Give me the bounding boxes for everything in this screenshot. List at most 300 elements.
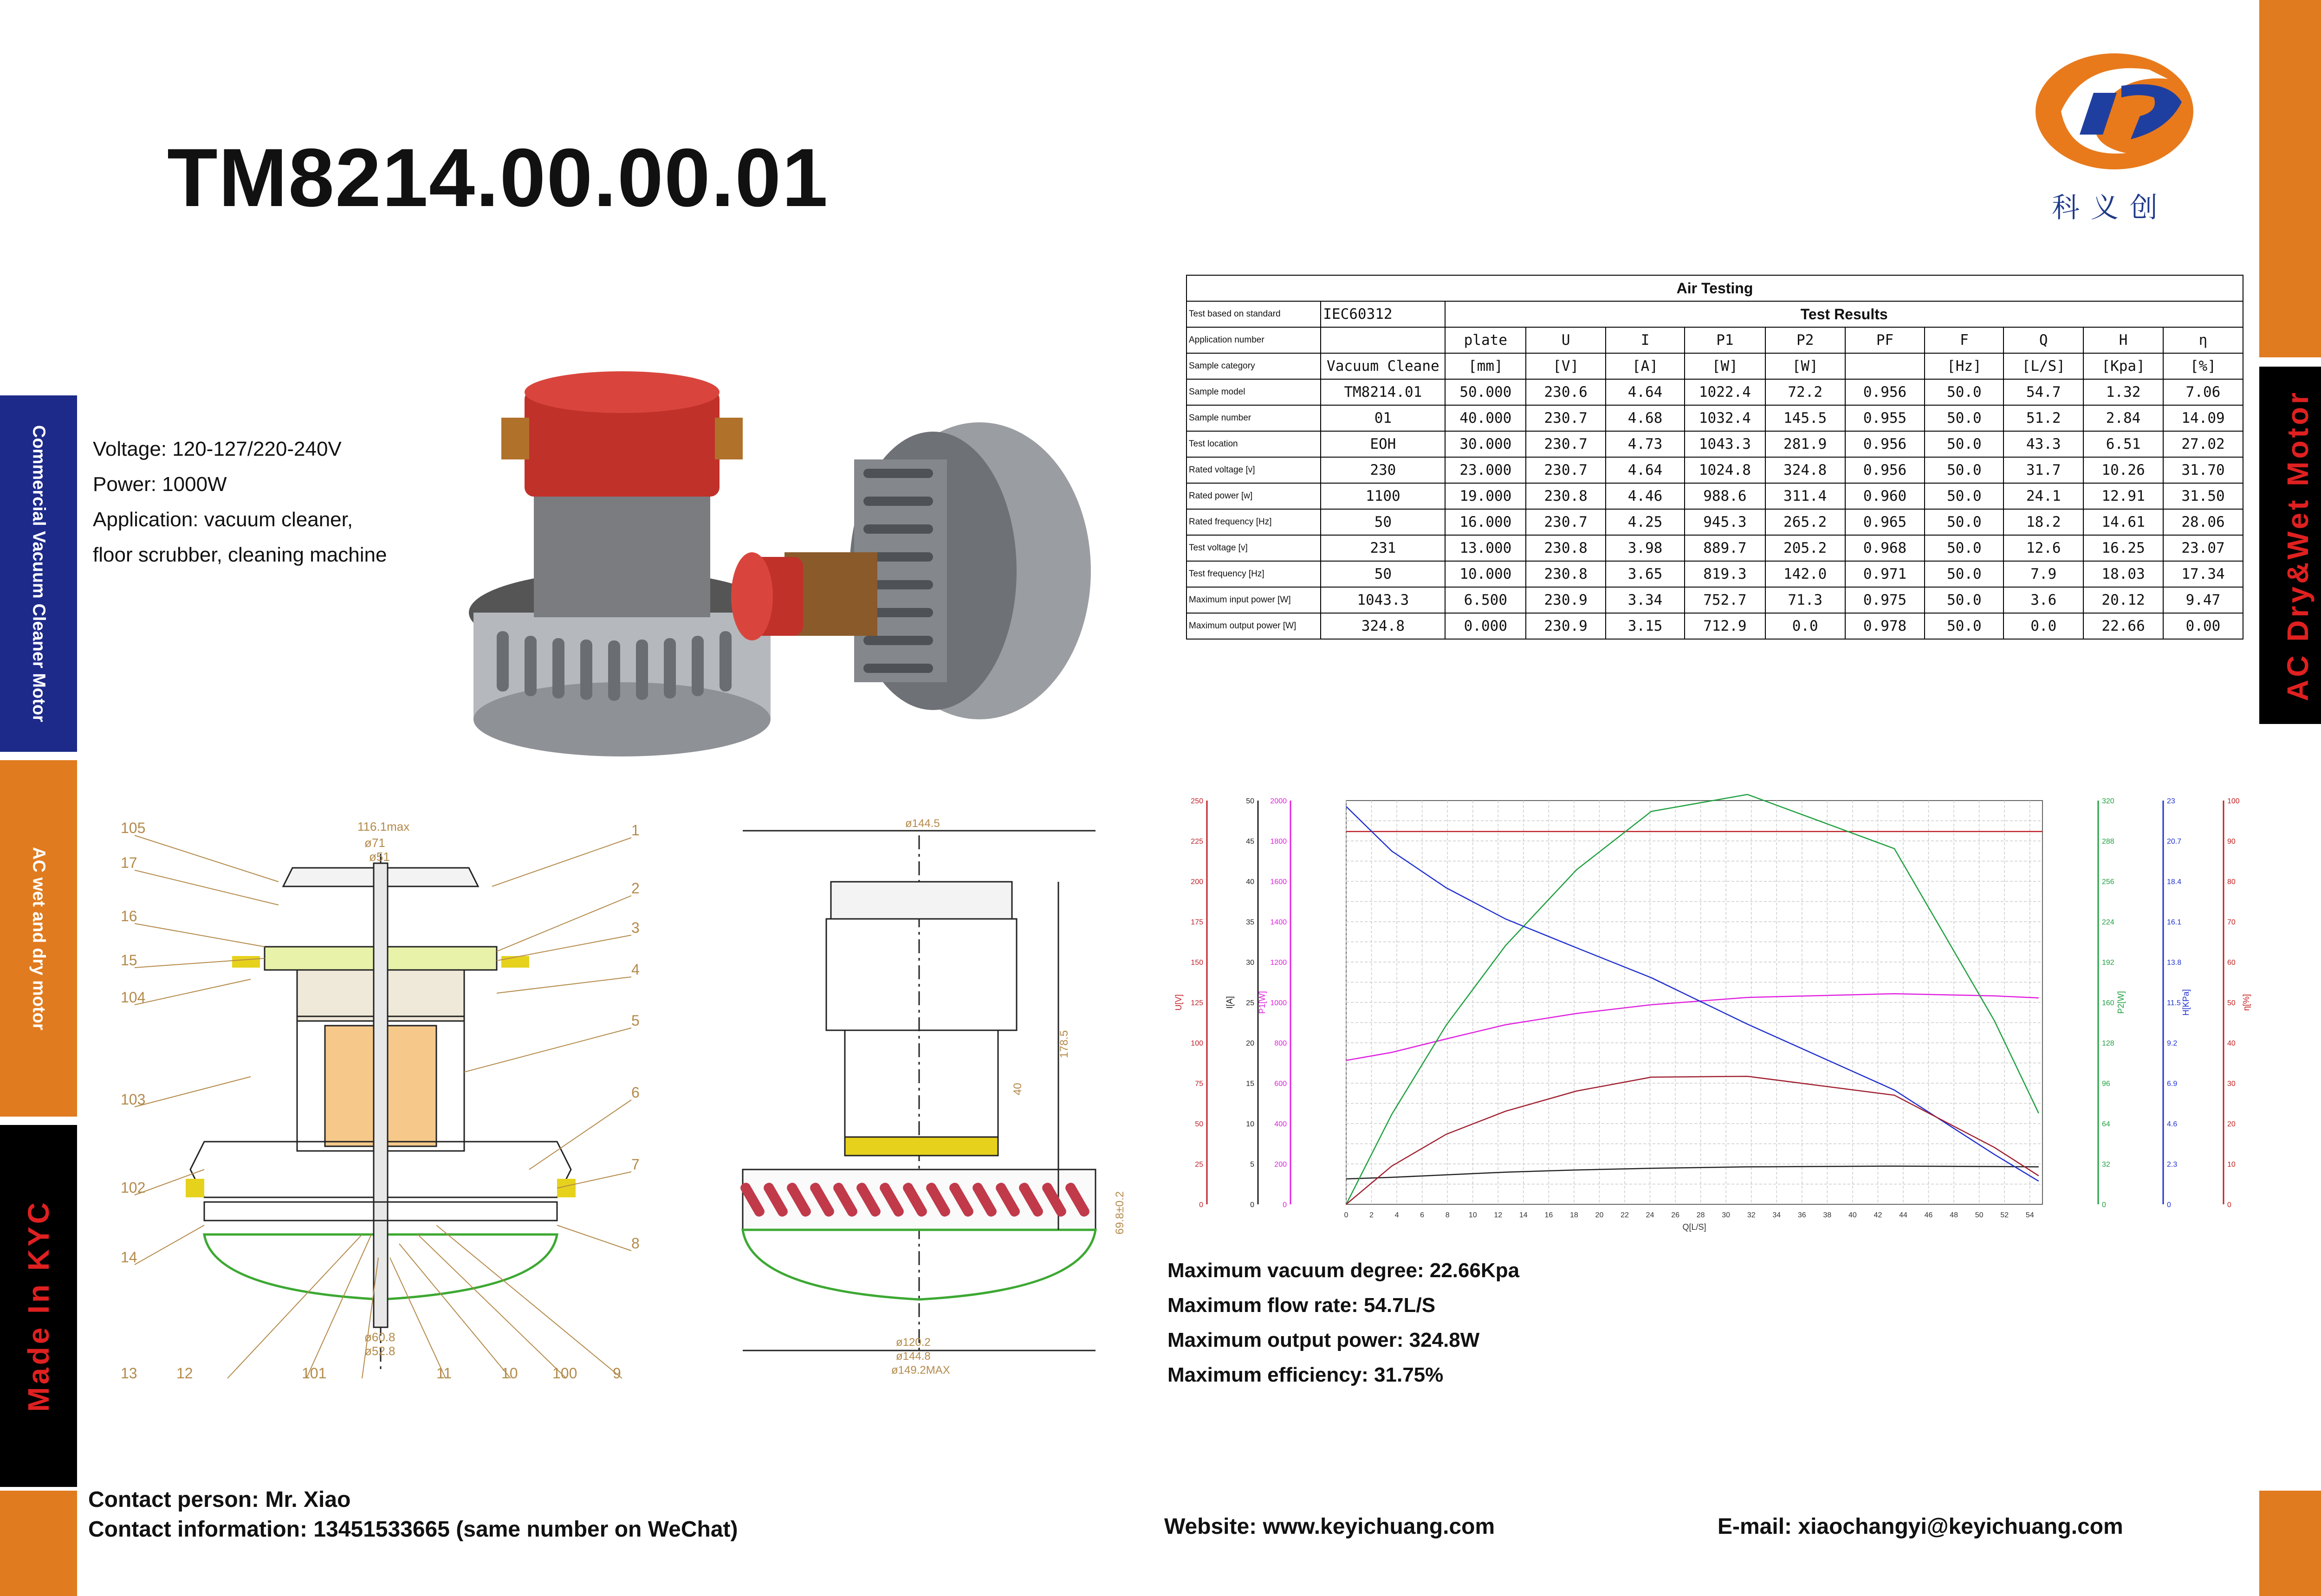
table-cell: 0.960 bbox=[1845, 483, 1925, 509]
y-tick-label: 256 bbox=[2102, 878, 2114, 886]
dim-label: ø71 bbox=[364, 836, 385, 850]
table-cell: 12.91 bbox=[2083, 483, 2163, 509]
table-cell: 72.2 bbox=[1765, 379, 1845, 405]
x-tick-label: 54 bbox=[2025, 1211, 2034, 1219]
y-tick-label: 225 bbox=[1191, 838, 1203, 846]
x-tick-label: 8 bbox=[1445, 1211, 1450, 1219]
table-cell: 889.7 bbox=[1685, 535, 1765, 561]
y-tick-label: 20 bbox=[2227, 1120, 2236, 1128]
info-label: Test location bbox=[1186, 431, 1321, 457]
table-row bbox=[1186, 327, 2243, 353]
unit-header: [W] bbox=[1685, 353, 1765, 379]
info-value: 50 bbox=[1321, 561, 1445, 587]
info-label: Application number bbox=[1186, 327, 1321, 353]
dim-label: 69.8±0.2 bbox=[1114, 1191, 1126, 1234]
dim-label: 178.5 bbox=[1058, 1030, 1070, 1058]
y-tick-label: 35 bbox=[1246, 918, 1254, 926]
info-value bbox=[1321, 327, 1445, 353]
contact-info: Contact information: 13451533665 (same number on WeChat) bbox=[88, 1517, 738, 1542]
info-value: TM8214.01 bbox=[1321, 379, 1445, 405]
x-tick-label: 10 bbox=[1468, 1211, 1477, 1219]
spec-block bbox=[93, 432, 387, 573]
y-tick-label: 15 bbox=[1246, 1080, 1254, 1088]
table-cell: 19.000 bbox=[1445, 483, 1526, 509]
table-row bbox=[1186, 613, 2243, 639]
x-tick-label: 4 bbox=[1394, 1211, 1399, 1219]
table-cell: 4.73 bbox=[1606, 431, 1685, 457]
y-tick-label: 200 bbox=[1274, 1161, 1287, 1169]
y-tick-label: 13.8 bbox=[2167, 959, 2182, 967]
x-tick-label: 22 bbox=[1621, 1211, 1629, 1219]
y-tick-label: 25 bbox=[1195, 1161, 1203, 1169]
y-tick-label: 2000 bbox=[1270, 797, 1287, 805]
dim-label: 116.1max bbox=[357, 820, 410, 834]
info-value: 1043.3 bbox=[1321, 587, 1445, 613]
table-cell: 31.7 bbox=[2003, 457, 2083, 483]
table-cell: 205.2 bbox=[1765, 535, 1845, 561]
dim-label: ø144.5 bbox=[905, 817, 940, 830]
y-tick-label: 250 bbox=[1191, 797, 1203, 805]
table-row bbox=[1186, 379, 2243, 405]
unit-header: [mm] bbox=[1445, 353, 1526, 379]
y-axis-label: P1[W] bbox=[1258, 991, 1267, 1014]
table-cell: 28.06 bbox=[2163, 509, 2243, 535]
info-value: Vacuum Cleane bbox=[1321, 353, 1445, 379]
unit-header bbox=[1845, 353, 1925, 379]
table-cell: 6.51 bbox=[2083, 431, 2163, 457]
stat-efficiency: Maximum efficiency: 31.75% bbox=[1167, 1363, 1444, 1386]
column-header: H bbox=[2083, 327, 2163, 353]
logo-text: 科义创 bbox=[2052, 192, 2169, 224]
side-bar-made-in-kyc bbox=[0, 1125, 77, 1487]
x-tick-label: 14 bbox=[1519, 1211, 1528, 1219]
callout-label: 100 bbox=[552, 1365, 577, 1382]
y-axis-label: η[%] bbox=[2242, 994, 2251, 1011]
side-bar-made-in-kyc-text: Made In KYC bbox=[22, 1200, 55, 1412]
table-cell: 18.2 bbox=[2003, 509, 2083, 535]
y-tick-label: 50 bbox=[1246, 797, 1254, 805]
table-cell: 14.09 bbox=[2163, 405, 2243, 431]
technical-drawing-right bbox=[733, 817, 1142, 1392]
table-cell: 2.84 bbox=[2083, 405, 2163, 431]
callout-label: 11 bbox=[436, 1365, 452, 1382]
table-cell: 31.70 bbox=[2163, 457, 2243, 483]
y-axis-label: U[V] bbox=[1174, 994, 1183, 1011]
table-cell: 14.61 bbox=[2083, 509, 2163, 535]
x-tick-label: 20 bbox=[1595, 1211, 1604, 1219]
table-cell: 988.6 bbox=[1685, 483, 1765, 509]
results-title: Test Results bbox=[1445, 301, 2243, 327]
y-tick-label: 2.3 bbox=[2167, 1161, 2178, 1169]
table-cell: 3.98 bbox=[1606, 535, 1685, 561]
x-tick-label: 42 bbox=[1874, 1211, 1882, 1219]
table-cell: 1022.4 bbox=[1685, 379, 1765, 405]
callout-label: 4 bbox=[631, 961, 640, 978]
table-cell: 230.9 bbox=[1526, 613, 1606, 639]
dim-label: ø120.2 bbox=[896, 1336, 931, 1349]
info-value: IEC60312 bbox=[1321, 301, 1445, 327]
y-axis-label: I[A] bbox=[1225, 996, 1234, 1009]
callout-label: 105 bbox=[121, 820, 146, 836]
y-tick-label: 64 bbox=[2102, 1120, 2110, 1128]
y-tick-label: 192 bbox=[2102, 959, 2114, 967]
table-cell: 324.8 bbox=[1765, 457, 1845, 483]
table-cell: 3.15 bbox=[1606, 613, 1685, 639]
y-tick-label: 23 bbox=[2167, 797, 2175, 805]
x-tick-label: 32 bbox=[1747, 1211, 1756, 1219]
x-tick-label: 34 bbox=[1772, 1211, 1781, 1219]
column-header: F bbox=[1925, 327, 2003, 353]
table-cell: 230.7 bbox=[1526, 405, 1606, 431]
side-bar-right-top bbox=[2259, 0, 2321, 357]
y-tick-label: 40 bbox=[1246, 878, 1254, 886]
table-row bbox=[1186, 483, 2243, 509]
info-label: Maximum input power [W] bbox=[1186, 587, 1321, 613]
column-header: U bbox=[1526, 327, 1606, 353]
table-cell: 43.3 bbox=[2003, 431, 2083, 457]
unit-header: [Hz] bbox=[1925, 353, 2003, 379]
callout-label: 15 bbox=[121, 952, 137, 969]
info-label: Test based on standard bbox=[1186, 301, 1321, 327]
y-tick-label: 10 bbox=[2227, 1161, 2236, 1169]
table-cell: 230.8 bbox=[1526, 483, 1606, 509]
x-tick-label: 36 bbox=[1797, 1211, 1806, 1219]
table-cell: 50.0 bbox=[1925, 379, 2003, 405]
table-cell: 23.07 bbox=[2163, 535, 2243, 561]
table-cell: 50.0 bbox=[1925, 405, 2003, 431]
technical-drawing-left bbox=[111, 817, 650, 1402]
table-cell: 50.0 bbox=[1925, 457, 2003, 483]
dim-label: ø51 bbox=[369, 850, 390, 864]
contact-block bbox=[88, 1485, 738, 1544]
x-tick-label: 16 bbox=[1544, 1211, 1553, 1219]
table-cell: 3.65 bbox=[1606, 561, 1685, 587]
spec-application-cont: floor scrubber, cleaning machine bbox=[93, 543, 387, 566]
table-cell: 0.968 bbox=[1845, 535, 1925, 561]
x-tick-label: 48 bbox=[1950, 1211, 1958, 1219]
info-label: Sample number bbox=[1186, 405, 1321, 431]
y-tick-label: 1400 bbox=[1270, 918, 1287, 926]
table-cell: 3.34 bbox=[1606, 587, 1685, 613]
y-tick-label: 0 bbox=[2227, 1201, 2231, 1209]
table-cell: 0.000 bbox=[1445, 613, 1526, 639]
x-tick-label: 40 bbox=[1848, 1211, 1857, 1219]
y-tick-label: 70 bbox=[2227, 918, 2236, 926]
table-cell: 230.7 bbox=[1526, 431, 1606, 457]
callout-label: 13 bbox=[121, 1365, 137, 1382]
y-tick-label: 18.4 bbox=[2167, 878, 2182, 886]
y-tick-label: 175 bbox=[1191, 918, 1203, 926]
column-header: plate bbox=[1445, 327, 1526, 353]
performance-chart bbox=[1174, 791, 2265, 1237]
table-cell: 24.1 bbox=[2003, 483, 2083, 509]
table-cell: 13.000 bbox=[1445, 535, 1526, 561]
callout-label: 10 bbox=[501, 1365, 518, 1382]
y-tick-label: 288 bbox=[2102, 838, 2114, 846]
info-label: Sample model bbox=[1186, 379, 1321, 405]
y-tick-label: 16.1 bbox=[2167, 918, 2182, 926]
table-cell: 50.0 bbox=[1925, 561, 2003, 587]
table-cell: 230.6 bbox=[1526, 379, 1606, 405]
table-row bbox=[1186, 457, 2243, 483]
unit-header: [%] bbox=[2163, 353, 2243, 379]
unit-header: [L/S] bbox=[2003, 353, 2083, 379]
unit-header: [Kpa] bbox=[2083, 353, 2163, 379]
y-tick-label: 100 bbox=[2227, 797, 2240, 805]
y-tick-label: 96 bbox=[2102, 1080, 2110, 1088]
table-cell: 0.0 bbox=[2003, 613, 2083, 639]
table-cell: 230.9 bbox=[1526, 587, 1606, 613]
x-tick-label: 6 bbox=[1420, 1211, 1425, 1219]
callout-label: 14 bbox=[121, 1249, 137, 1266]
table-cell: 1043.3 bbox=[1685, 431, 1765, 457]
y-tick-label: 75 bbox=[1195, 1080, 1203, 1088]
x-tick-label: 2 bbox=[1369, 1211, 1374, 1219]
table-row bbox=[1186, 535, 2243, 561]
table-cell: 50.0 bbox=[1925, 431, 2003, 457]
y-axis-label: P2[W] bbox=[2116, 991, 2126, 1014]
website-link[interactable]: Website: www.keyichuang.com bbox=[1164, 1514, 1495, 1539]
table-cell: 16.25 bbox=[2083, 535, 2163, 561]
x-tick-label: 26 bbox=[1671, 1211, 1679, 1219]
x-tick-label: 46 bbox=[1924, 1211, 1933, 1219]
table-cell: 71.3 bbox=[1765, 587, 1845, 613]
y-tick-label: 224 bbox=[2102, 918, 2114, 926]
info-value: 01 bbox=[1321, 405, 1445, 431]
y-tick-label: 20.7 bbox=[2167, 838, 2182, 846]
y-tick-label: 6.9 bbox=[2167, 1080, 2178, 1088]
y-tick-label: 25 bbox=[1246, 999, 1254, 1007]
spec-power: Power: 1000W bbox=[93, 473, 227, 496]
side-bar-right-bottom bbox=[2259, 1491, 2321, 1596]
table-cell: 0.955 bbox=[1845, 405, 1925, 431]
spec-application: Application: vacuum cleaner, bbox=[93, 508, 353, 531]
stat-flow: Maximum flow rate: 54.7L/S bbox=[1167, 1294, 1436, 1317]
y-tick-label: 400 bbox=[1274, 1120, 1287, 1128]
callout-label: 2 bbox=[631, 880, 640, 897]
table-row bbox=[1186, 509, 2243, 535]
callout-label: 7 bbox=[631, 1156, 640, 1173]
table-cell: 0.971 bbox=[1845, 561, 1925, 587]
info-label: Rated voltage [v] bbox=[1186, 457, 1321, 483]
table-cell: 7.06 bbox=[2163, 379, 2243, 405]
max-stats bbox=[1167, 1253, 1519, 1392]
table-cell: 230.7 bbox=[1526, 509, 1606, 535]
table-cell: 50.0 bbox=[1925, 509, 2003, 535]
table-title: Air Testing bbox=[1186, 275, 2243, 301]
kyc-logo-icon bbox=[2029, 42, 2200, 181]
y-tick-label: 30 bbox=[2227, 1080, 2236, 1088]
side-bar-ac-wet-dry-text: AC wet and dry motor bbox=[29, 846, 49, 1030]
y-tick-label: 10 bbox=[1246, 1120, 1254, 1128]
callout-label: 8 bbox=[631, 1235, 640, 1252]
x-tick-label: 18 bbox=[1570, 1211, 1578, 1219]
x-tick-label: 24 bbox=[1646, 1211, 1654, 1219]
y-tick-label: 50 bbox=[2227, 999, 2236, 1007]
table-row bbox=[1186, 561, 2243, 587]
table-cell: 1024.8 bbox=[1685, 457, 1765, 483]
column-header: PF bbox=[1845, 327, 1925, 353]
callout-label: 103 bbox=[121, 1091, 146, 1108]
side-bar-commercial bbox=[0, 395, 77, 752]
side-bar-ac-dry-wet-text: AC Dry&Wet Motor bbox=[2281, 389, 2315, 701]
spec-voltage: Voltage: 120-127/220-240V bbox=[93, 438, 342, 460]
table-cell: 4.46 bbox=[1606, 483, 1685, 509]
y-tick-label: 128 bbox=[2102, 1040, 2114, 1047]
unit-header: [V] bbox=[1526, 353, 1606, 379]
info-value: 324.8 bbox=[1321, 613, 1445, 639]
table-row bbox=[1186, 431, 2243, 457]
table-cell: 50.0 bbox=[1925, 535, 2003, 561]
x-tick-label: 12 bbox=[1494, 1211, 1503, 1219]
table-cell: 54.7 bbox=[2003, 379, 2083, 405]
table-row bbox=[1186, 587, 2243, 613]
y-tick-label: 0 bbox=[1283, 1201, 1287, 1209]
info-value: 230 bbox=[1321, 457, 1445, 483]
info-label: Test voltage [v] bbox=[1186, 535, 1321, 561]
table-cell: 0.956 bbox=[1845, 457, 1925, 483]
y-tick-label: 0 bbox=[2102, 1201, 2106, 1209]
y-tick-label: 11.5 bbox=[2167, 999, 2181, 1007]
callout-label: 5 bbox=[631, 1012, 640, 1029]
y-tick-label: 32 bbox=[2102, 1161, 2110, 1169]
table-cell: 22.66 bbox=[2083, 613, 2163, 639]
table-cell: 50.000 bbox=[1445, 379, 1526, 405]
table-cell: 0.956 bbox=[1845, 379, 1925, 405]
table-cell: 20.12 bbox=[2083, 587, 2163, 613]
x-tick-label: 44 bbox=[1899, 1211, 1907, 1219]
column-header: P2 bbox=[1765, 327, 1845, 353]
info-label: Sample category bbox=[1186, 353, 1321, 379]
unit-header: [W] bbox=[1765, 353, 1845, 379]
y-tick-label: 90 bbox=[2227, 838, 2236, 846]
table-cell: 50.0 bbox=[1925, 483, 2003, 509]
callout-label: 16 bbox=[121, 908, 137, 924]
info-value: 50 bbox=[1321, 509, 1445, 535]
callout-label: 9 bbox=[613, 1365, 621, 1382]
y-tick-label: 50 bbox=[1195, 1120, 1203, 1128]
y-tick-label: 160 bbox=[2102, 999, 2114, 1007]
table-cell: 265.2 bbox=[1765, 509, 1845, 535]
table-cell: 23.000 bbox=[1445, 457, 1526, 483]
email-link[interactable]: E-mail: xiaochangyi@keyichuang.com bbox=[1718, 1514, 2123, 1539]
table-cell: 4.64 bbox=[1606, 457, 1685, 483]
table-cell: 230.8 bbox=[1526, 535, 1606, 561]
y-axis-label: H[KPa] bbox=[2181, 989, 2191, 1016]
contact-person: Contact person: Mr. Xiao bbox=[88, 1487, 351, 1512]
table-cell: 12.6 bbox=[2003, 535, 2083, 561]
y-tick-label: 9.2 bbox=[2167, 1040, 2178, 1047]
y-tick-label: 800 bbox=[1274, 1040, 1287, 1047]
table-cell: 18.03 bbox=[2083, 561, 2163, 587]
stat-output: Maximum output power: 324.8W bbox=[1167, 1329, 1480, 1351]
table-cell: 0.956 bbox=[1845, 431, 1925, 457]
y-tick-label: 200 bbox=[1191, 878, 1203, 886]
table-cell: 0.975 bbox=[1845, 587, 1925, 613]
dim-label: ø149.2MAX bbox=[891, 1364, 950, 1376]
column-header: η bbox=[2163, 327, 2243, 353]
table-cell: 230.8 bbox=[1526, 561, 1606, 587]
y-tick-label: 0 bbox=[1250, 1201, 1254, 1209]
table-cell: 1.32 bbox=[2083, 379, 2163, 405]
table-row bbox=[1186, 353, 2243, 379]
callout-label: 104 bbox=[121, 989, 146, 1006]
y-tick-label: 600 bbox=[1274, 1080, 1287, 1088]
table-cell: 3.6 bbox=[2003, 587, 2083, 613]
x-tick-label: 0 bbox=[1344, 1211, 1349, 1219]
y-tick-label: 20 bbox=[1246, 1040, 1254, 1047]
table-cell: 4.64 bbox=[1606, 379, 1685, 405]
y-tick-label: 30 bbox=[1246, 959, 1254, 967]
x-tick-label: 50 bbox=[1975, 1211, 1984, 1219]
table-cell: 4.68 bbox=[1606, 405, 1685, 431]
y-tick-label: 4.6 bbox=[2167, 1120, 2178, 1128]
table-cell: 10.000 bbox=[1445, 561, 1526, 587]
callout-label: 6 bbox=[631, 1084, 640, 1101]
y-tick-label: 1600 bbox=[1270, 878, 1287, 886]
info-label: Maximum output power [W] bbox=[1186, 613, 1321, 639]
x-tick-label: 28 bbox=[1696, 1211, 1705, 1219]
table-cell: 819.3 bbox=[1685, 561, 1765, 587]
column-header: Q bbox=[2003, 327, 2083, 353]
y-tick-label: 0 bbox=[2167, 1201, 2171, 1209]
y-tick-label: 1200 bbox=[1270, 959, 1287, 967]
column-header: I bbox=[1606, 327, 1685, 353]
info-label: Test frequency [Hz] bbox=[1186, 561, 1321, 587]
dim-label: 40 bbox=[1011, 1083, 1024, 1095]
callout-label: 101 bbox=[302, 1365, 327, 1382]
x-axis-label: Q[L/S] bbox=[1682, 1222, 1706, 1232]
table-cell: 752.7 bbox=[1685, 587, 1765, 613]
y-tick-label: 45 bbox=[1246, 838, 1254, 846]
page-title: TM8214.00.00.01 bbox=[167, 131, 829, 224]
y-tick-label: 320 bbox=[2102, 797, 2114, 805]
x-tick-label: 38 bbox=[1823, 1211, 1832, 1219]
table-cell: 17.34 bbox=[2163, 561, 2243, 587]
side-bar-bottom bbox=[0, 1491, 77, 1596]
info-value: 1100 bbox=[1321, 483, 1445, 509]
side-bar-ac-dry-wet bbox=[2259, 367, 2321, 724]
callout-label: 102 bbox=[121, 1179, 146, 1196]
dim-label: ø144.8 bbox=[896, 1350, 931, 1363]
y-tick-label: 80 bbox=[2227, 878, 2236, 886]
table-cell: 0.978 bbox=[1845, 613, 1925, 639]
y-tick-label: 5 bbox=[1250, 1161, 1254, 1169]
table-cell: 0.00 bbox=[2163, 613, 2243, 639]
table-cell: 30.000 bbox=[1445, 431, 1526, 457]
table-cell: 142.0 bbox=[1765, 561, 1845, 587]
column-header: P1 bbox=[1685, 327, 1765, 353]
y-tick-label: 1000 bbox=[1270, 999, 1287, 1007]
air-testing-table bbox=[1186, 275, 2243, 640]
side-bar-ac-wet-dry bbox=[0, 760, 77, 1117]
y-tick-label: 40 bbox=[2227, 1040, 2236, 1047]
table-cell: 51.2 bbox=[2003, 405, 2083, 431]
side-bar-commercial-text: Commercial Vacuum Cleaner Motor bbox=[29, 425, 49, 722]
table-cell: 31.50 bbox=[2163, 483, 2243, 509]
callout-label: 17 bbox=[121, 854, 137, 871]
table-cell: 1032.4 bbox=[1685, 405, 1765, 431]
x-tick-label: 52 bbox=[2000, 1211, 2009, 1219]
table-cell: 4.25 bbox=[1606, 509, 1685, 535]
unit-header: [A] bbox=[1606, 353, 1685, 379]
callout-label: 1 bbox=[631, 822, 640, 839]
table-row bbox=[1186, 405, 2243, 431]
table-cell: 712.9 bbox=[1685, 613, 1765, 639]
y-tick-label: 100 bbox=[1191, 1040, 1203, 1047]
table-cell: 50.0 bbox=[1925, 613, 2003, 639]
table-cell: 6.500 bbox=[1445, 587, 1526, 613]
